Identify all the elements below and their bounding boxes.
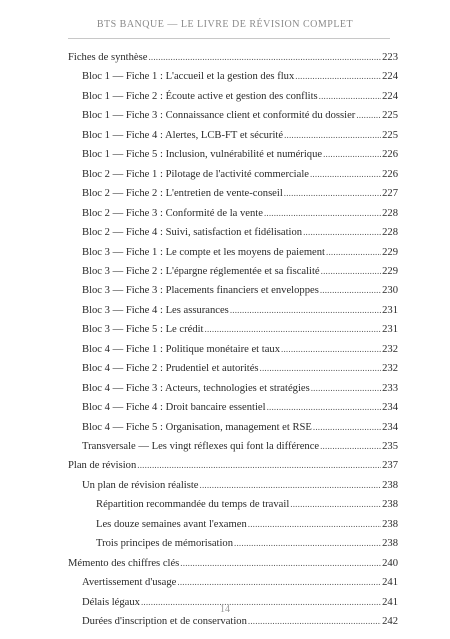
toc-entry-page: 238 [382,479,398,491]
dot-leader [310,164,381,185]
toc-entry-page: 226 [382,168,398,180]
dot-leader [177,572,381,593]
dot-leader [311,378,381,399]
dot-leader [290,494,381,515]
toc-entry-title: Bloc 4 — Fiche 1 : Politique monétaire et taux [82,343,281,355]
toc-entry-title: Bloc 4 — Fiche 5 : Organisation, management et RSE [82,421,312,433]
toc-entry[interactable] [82,86,398,106]
toc-entry[interactable] [68,553,398,573]
dot-leader [295,66,381,87]
toc-entry-title: Transversale — Les vingt réflexes qui font la différence [82,441,320,452]
toc-entry-title: Bloc 2 — Fiche 3 : Conformité de la vente [82,207,263,219]
toc-entry-title: Bloc 1 — Fiche 1 : L'accueil et la gestion des flux [82,71,295,83]
toc-entry[interactable] [82,475,398,495]
toc-entry[interactable] [82,378,398,398]
dot-leader [326,242,381,263]
dot-leader [248,514,381,535]
toc-entry-title: Trois principes de mémorisation [96,538,234,550]
dot-leader [281,339,381,360]
dot-leader [200,475,382,496]
toc-entry[interactable] [82,397,398,417]
toc-entry-title: Un plan de révision réaliste [82,479,199,491]
dot-leader [234,533,381,554]
toc-entry-title: Bloc 1 — Fiche 5 : Inclusion, vulnérabilité et numérique [82,149,323,161]
toc-entry-page: 228 [382,207,398,219]
toc-entry-title: Plan de révision [68,460,137,472]
toc-entry-page: 231 [382,304,398,316]
dot-leader [320,436,381,457]
toc-entry-title: Répartition recommandée du temps de travail [96,499,290,511]
toc-entry-page: 242 [382,616,398,628]
toc-entry[interactable] [82,261,398,281]
toc-entry-title: Bloc 3 — Fiche 2 : L'épargne réglementée et sa fiscalité [82,265,320,277]
toc-entry[interactable] [82,105,398,125]
toc-entry-title: Bloc 3 — Fiche 4 : Les assurances [82,304,229,316]
toc-entry-page: 234 [382,402,398,414]
dot-leader [230,300,381,321]
toc-entry-page: 240 [382,557,398,569]
toc-entry-page: 223 [382,52,398,63]
toc-entry-page: 235 [382,441,398,452]
toc-entry[interactable] [82,436,398,456]
toc-entry[interactable] [82,242,398,262]
toc-entry-page: 227 [382,188,398,200]
toc-entry-page: 229 [382,265,398,277]
toc-entry-title: Bloc 2 — Fiche 1 : Pilotage de l'activité commerciale [82,168,309,180]
toc-entry-page: 224 [382,90,398,102]
page-number: 14 [220,604,230,615]
toc-entry-title: Durées d'inscription et de conservation [82,616,247,628]
toc-entry[interactable] [82,164,398,184]
toc-entry-title: Bloc 1 — Fiche 4 : Alertes, LCB-FT et sécurité [82,129,284,141]
dot-leader [264,203,381,224]
toc-entry-title: Avertissement d'usage [82,577,177,589]
dot-leader [260,358,382,379]
toc-entry-title: Bloc 4 — Fiche 4 : Droit bancaire essentiel [82,402,266,414]
toc-entry-title: Bloc 4 — Fiche 2 : Prudentiel et autorités [82,363,259,375]
dot-leader [320,280,381,301]
dot-leader [303,222,381,243]
toc-entry[interactable] [82,358,398,378]
toc-entry-page: 238 [382,499,398,511]
toc-entry-page: 238 [382,538,398,550]
toc-entry-page: 225 [382,129,398,141]
toc-entry-page: 230 [382,285,398,297]
toc-entry-page: 237 [382,460,398,472]
toc-entry-page: 241 [382,596,398,608]
toc-entry-page: 232 [382,343,398,355]
toc-entry-title: Bloc 3 — Fiche 3 : Placements financiers et enveloppes [82,285,319,297]
toc-entry-page: 233 [382,382,398,394]
dot-leader [321,261,381,282]
toc-entry[interactable] [82,66,398,86]
toc-entry-title: Les douze semaines avant l'examen [96,518,247,530]
toc-entry[interactable] [68,47,398,67]
toc-entry-page: 234 [382,421,398,433]
dot-leader [323,144,381,165]
toc-entry[interactable] [82,183,398,203]
toc-entry[interactable] [82,417,398,437]
toc-entry[interactable] [82,125,398,145]
toc-entry[interactable] [96,514,398,534]
toc-entry-page: 224 [382,71,398,83]
toc-entry-title: Bloc 2 — Fiche 4 : Suivi, satisfaction et fidélisation [82,227,303,239]
toc-entry[interactable] [82,319,398,339]
toc-entry[interactable] [82,203,398,223]
toc-entry-title: Bloc 1 — Fiche 2 : Écoute active et gestion des conflits [82,90,318,102]
toc-entry-title: Bloc 3 — Fiche 5 : Le crédit [82,324,204,336]
header-rule [68,38,390,39]
toc-entry-page: 228 [382,227,398,239]
toc-entry[interactable] [96,533,398,553]
toc-entry-page: 231 [382,324,398,336]
dot-leader [267,397,382,418]
toc-entry-title: Mémento des chiffres clés [68,557,180,569]
dot-leader [313,417,381,438]
toc-entry-page: 241 [382,577,398,589]
dot-leader [205,319,382,340]
toc-entry[interactable] [82,222,398,242]
toc-entry[interactable] [96,494,398,514]
toc-entry-title: Bloc 4 — Fiche 3 : Acteurs, technologies et stratégies [82,382,310,394]
dot-leader [284,183,381,204]
dot-leader [180,553,381,574]
toc-entry-page: 229 [382,246,398,258]
dot-leader [319,86,381,107]
toc-entry-title: Bloc 2 — Fiche 2 : L'entretien de vente-conseil [82,188,283,200]
running-header: BTS BANQUE — LE LIVRE DE RÉVISION COMPLET [96,19,354,30]
toc-entry[interactable] [82,572,398,592]
toc-entry-page: 232 [382,363,398,375]
toc-entry-page: 226 [382,149,398,161]
toc-entry-page: 225 [382,110,398,122]
toc-entry-title: Bloc 1 — Fiche 3 : Connaissance client et conformité du dossier [82,110,356,122]
toc-entry[interactable] [82,144,398,164]
dot-leader [284,125,381,146]
toc-entry-title: Bloc 3 — Fiche 1 : Le compte et les moyens de paiement [82,246,326,258]
toc-entry[interactable] [82,339,398,359]
toc-entry-title: Délais légaux [82,596,140,608]
toc-entry-page: 238 [382,518,398,530]
toc-entry-title: Fiches de synthèse [68,52,148,63]
dot-leader [137,455,381,476]
toc-entry[interactable] [68,455,398,475]
dot-leader [148,47,381,68]
dot-leader [356,105,381,126]
toc-entry[interactable] [82,280,398,300]
toc-entry[interactable] [82,300,398,320]
